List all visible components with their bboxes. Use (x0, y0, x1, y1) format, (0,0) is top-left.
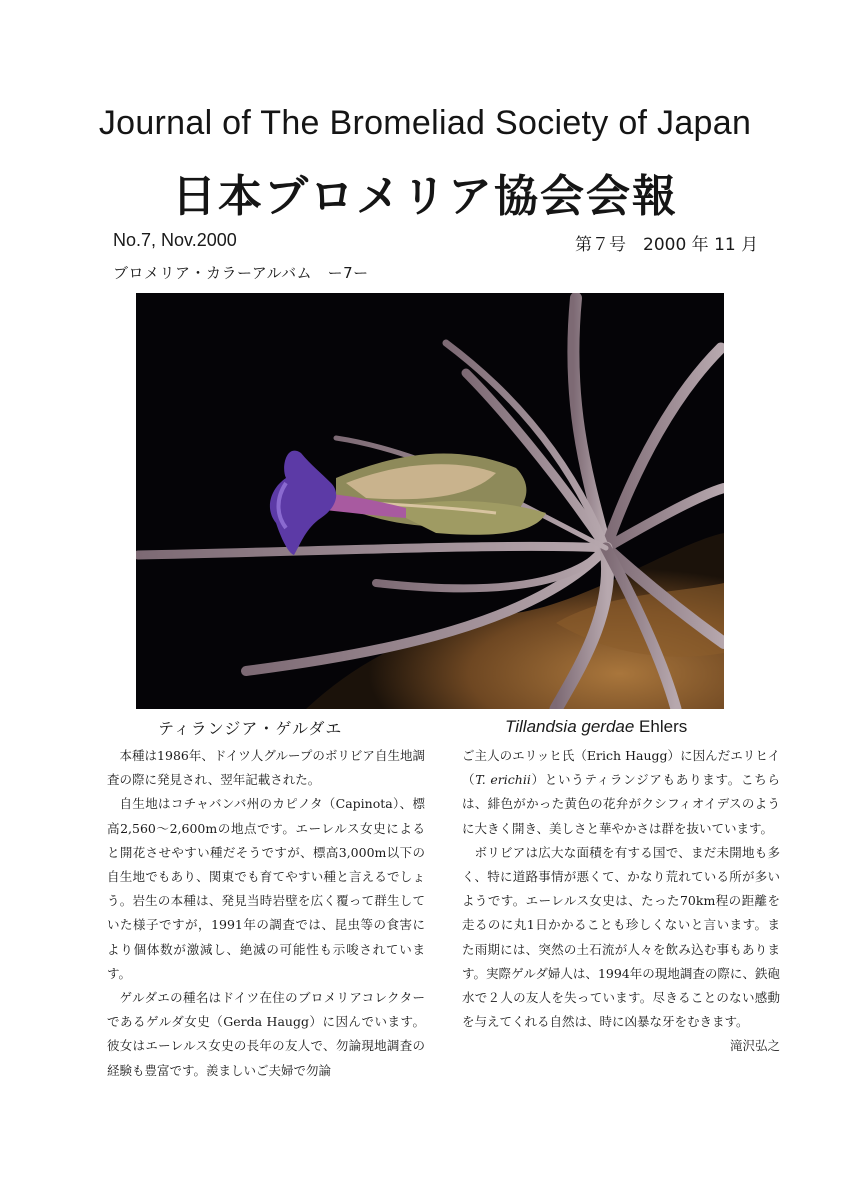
journal-title-english: Journal of The Bromeliad Society of Japan (98, 104, 752, 142)
species-name: Tillandsia gerdae (505, 717, 635, 736)
author-signature: 滝沢弘之 (729, 1038, 780, 1054)
tillandsia-photo (136, 293, 724, 709)
paragraph-text: ご主人のエリッヒ氏（Erich Haugg）に因んだエリヒイ（ (462, 748, 780, 788)
issue-number-japanese: 第７号 2000 年 11 月 (575, 235, 759, 255)
article-column-left (107, 744, 425, 1083)
paragraph-text: ボリビアは広大な面積を有する国で、まだ未開地も多く、特に道路事情が悪くて、かなり荒れている所が多いようです。エーレルス女史は、たった70km程の距離を走るのに丸1日かかることも珍しくないと言います。また雨期には、突然の土石流が人々を飲み込む事もあります。実際ゲルダ婦人は、1994年の現地調査の際に、鉄砲水で２人の友人を失っています。尽きることのない感動を与えてくれる自然は、時に凶暴な牙をむきます。 (462, 844, 780, 1030)
caption-scientific-name (505, 717, 687, 737)
italic-species: T. erichii (475, 772, 531, 788)
paragraph (462, 744, 780, 841)
article-column-right (462, 744, 780, 1059)
issue-number-english: No.7, Nov.2000 (113, 230, 237, 250)
paragraph: ゲルダエの種名はドイツ在住のブロメリアコレクターであるゲルダ女史（Gerda Haugg）に因んでいます。彼女はエーレルス女史の長年の友人で、勿論現地調査の経験も豊富です。羨ましいご夫婦で勿論 (107, 990, 425, 1078)
paragraph: 本種は1986年、ドイツ人グループのボリビア自生地調査の際に発見され、翌年記載された。 (107, 748, 425, 788)
paragraph-text: ）というティランジアもあります。こちらは、緋色がかった黄色の花弁がクシフィオイデスのように大きく開き、美しさと華やかさは群を抜いています。 (462, 772, 780, 836)
color-album-heading: ブロメリア・カラーアルバム ー7ー (113, 264, 369, 282)
caption-japanese-name: ティランジア・ゲルダエ (158, 719, 343, 738)
paragraph (462, 841, 780, 1054)
paragraph: 自生地はコチャバンバ州のカピノタ（Capinota）、標高2,560～2,600mの地点です。エーレルス女史によると開花させやすい種だそうですが、標高3,000m以下の自生地でもあり、関東でも育てやすい種と言えるでしょう。岩生の本種は、発見当時岩壁を広く覆って群生していた様子ですが，1991年の調査では、昆虫等の食害により個体数が激減し、絶滅の可能性も示唆されています。 (107, 796, 425, 981)
species-author: Ehlers (634, 717, 688, 736)
plant-illustration (136, 293, 724, 709)
journal-title-japanese: 日本ブロメリア協会会報 (172, 171, 678, 222)
